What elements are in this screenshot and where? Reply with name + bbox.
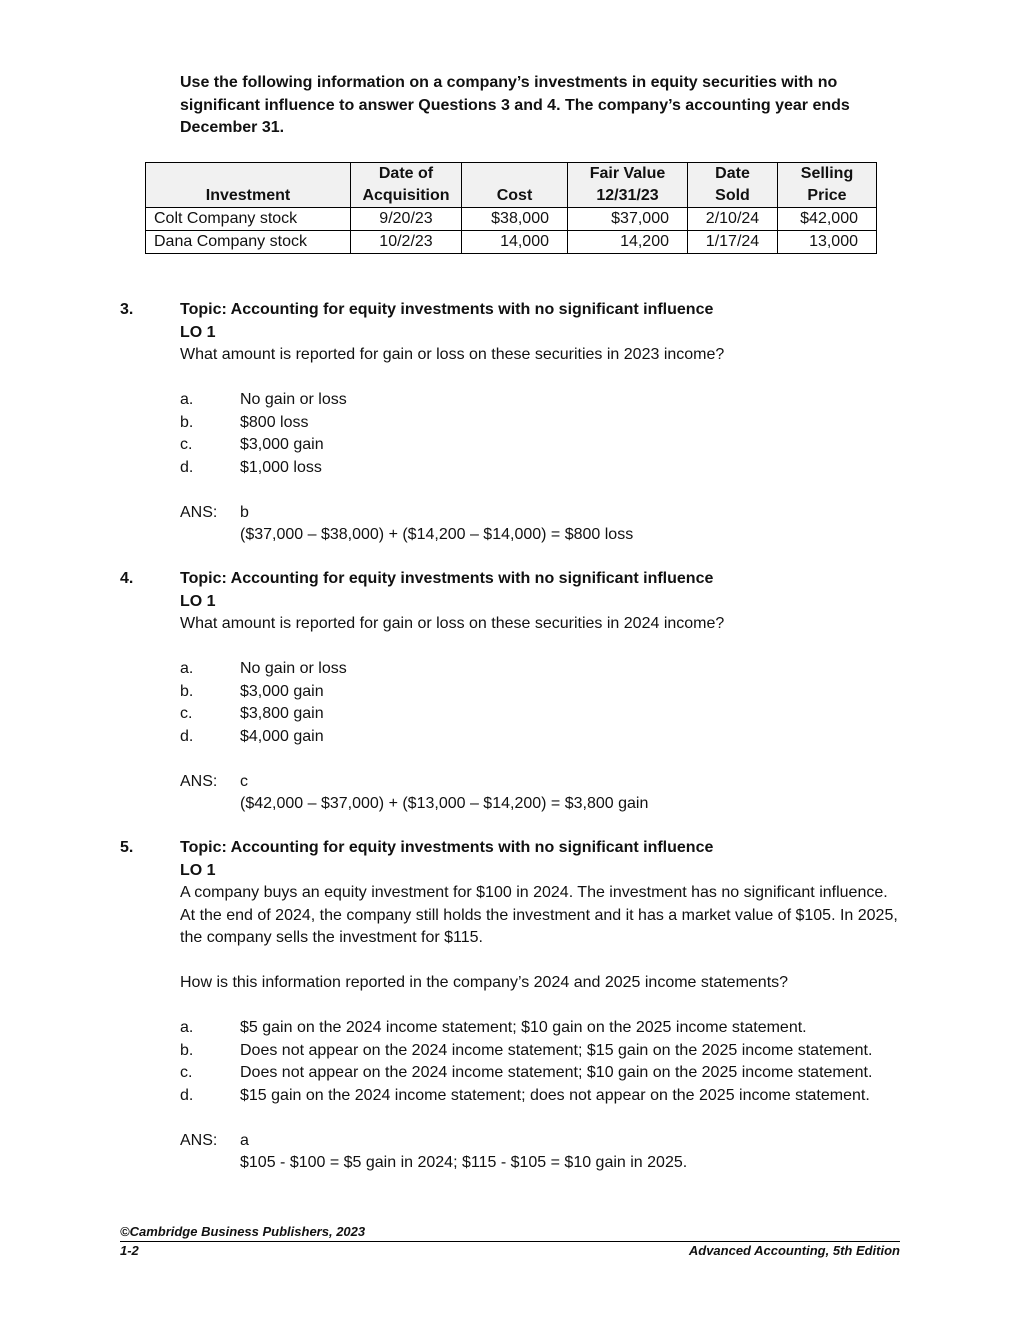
answer-line: ANS: b: [180, 502, 905, 525]
question-stem: A company buys an equity investment for $100 in 2024. The investment has no significant influence. At the end of 2024, the company still holds the investment and it has a market value of $105. In 2025, the company sells the investment for $115.: [180, 884, 898, 946]
question-topic: Topic: Accounting for equity investments with no significant influence: [180, 570, 714, 587]
answer-option: a. No gain or loss: [180, 391, 347, 408]
cell-cost: 14,000: [462, 231, 568, 254]
question-topic: Topic: Accounting for equity investments with no significant influence: [180, 839, 714, 856]
page-footer: [120, 1223, 900, 1260]
answer-option: c. Does not appear on the 2024 income statement; $10 gain on the 2025 income statement.: [180, 1064, 873, 1081]
answer-key: a: [240, 1131, 249, 1149]
header-fair-value: Fair Value 12/31/23: [568, 163, 688, 208]
question-prompt: How is this information reported in the company’s 2024 and 2025 income statements?: [180, 974, 789, 991]
cell-investment: Dana Company stock: [146, 231, 351, 254]
header-date-of-acquisition: Date of Acquisition: [351, 163, 462, 208]
question-stem: What amount is reported for gain or loss on these securities in 2024 income?: [180, 615, 725, 632]
answer-option: a. No gain or loss: [180, 660, 347, 677]
cell-fair-value: 14,200: [568, 231, 688, 254]
cell-cost: $38,000: [462, 208, 568, 231]
cell-fair-value: $37,000: [568, 208, 688, 231]
question-number: 5.: [120, 839, 134, 856]
investments-table: [145, 162, 877, 254]
answer-option: d. $1,000 loss: [180, 458, 322, 476]
question-number: 3.: [120, 301, 134, 318]
question-stem: What amount is reported for gain or loss on these securities in 2023 income?: [180, 346, 725, 363]
answer-option: d. $15 gain on the 2024 income statement; does not appear on the 2025 income statement.: [180, 1086, 870, 1104]
cell-date-sold: 1/17/24: [688, 231, 778, 254]
header-investment: Investment: [146, 163, 351, 208]
answer-option: a. $5 gain on the 2024 income statement; $10 gain on the 2025 income statement.: [180, 1019, 807, 1036]
table-row: [146, 208, 877, 231]
answer-option: c. $3,800 gain: [180, 705, 324, 722]
cell-acquisition-date: 10/2/23: [351, 231, 462, 254]
learning-objective: LO 1: [180, 323, 216, 341]
answer-option: b. $3,000 gain: [180, 682, 324, 700]
answer-line: ANS: a: [180, 1130, 905, 1153]
learning-objective: LO 1: [180, 861, 216, 879]
page-number: 1-2: [120, 1243, 139, 1258]
answer-option: b. Does not appear on the 2024 income statement; $15 gain on the 2025 income statement.: [180, 1041, 873, 1059]
answer-line: ANS: c: [180, 771, 905, 794]
header-cost: Cost: [462, 163, 568, 208]
answer-key: b: [240, 503, 249, 521]
answer-explanation: ($37,000 – $38,000) + ($14,200 – $14,000) = $800 loss: [240, 526, 634, 543]
answer-option: d. $4,000 gain: [180, 727, 324, 745]
cell-selling-price: 13,000: [778, 231, 877, 254]
answer-key: c: [240, 772, 248, 790]
header-selling-price: Selling Price: [778, 163, 877, 208]
cell-investment: Colt Company stock: [146, 208, 351, 231]
answer-explanation: $105 - $100 = $5 gain in 2024; $115 - $105 = $10 gain in 2025.: [240, 1154, 688, 1171]
copyright-notice: ©Cambridge Business Publishers, 2023: [120, 1224, 366, 1239]
answer-option: c. $3,000 gain: [180, 436, 324, 453]
answer-explanation: ($42,000 – $37,000) + ($13,000 – $14,200) = $3,800 gain: [240, 795, 649, 812]
intro-paragraph: Use the following information on a company’s investments in equity securities with no significant influence to answer Questions 3 and 4. The company’s accounting year ends December 31.: [180, 74, 850, 136]
book-title: Advanced Accounting, 5th Edition: [688, 1243, 900, 1258]
question-topic: Topic: Accounting for equity investments with no significant influence: [180, 301, 714, 318]
learning-objective: LO 1: [180, 592, 216, 610]
answer-option: b. $800 loss: [180, 413, 309, 431]
cell-acquisition-date: 9/20/23: [351, 208, 462, 231]
table-row: [146, 231, 877, 254]
header-date-sold: Date Sold: [688, 163, 778, 208]
cell-selling-price: $42,000: [778, 208, 877, 231]
question-number: 4.: [120, 570, 134, 587]
cell-date-sold: 2/10/24: [688, 208, 778, 231]
table-header-row: [146, 163, 877, 208]
